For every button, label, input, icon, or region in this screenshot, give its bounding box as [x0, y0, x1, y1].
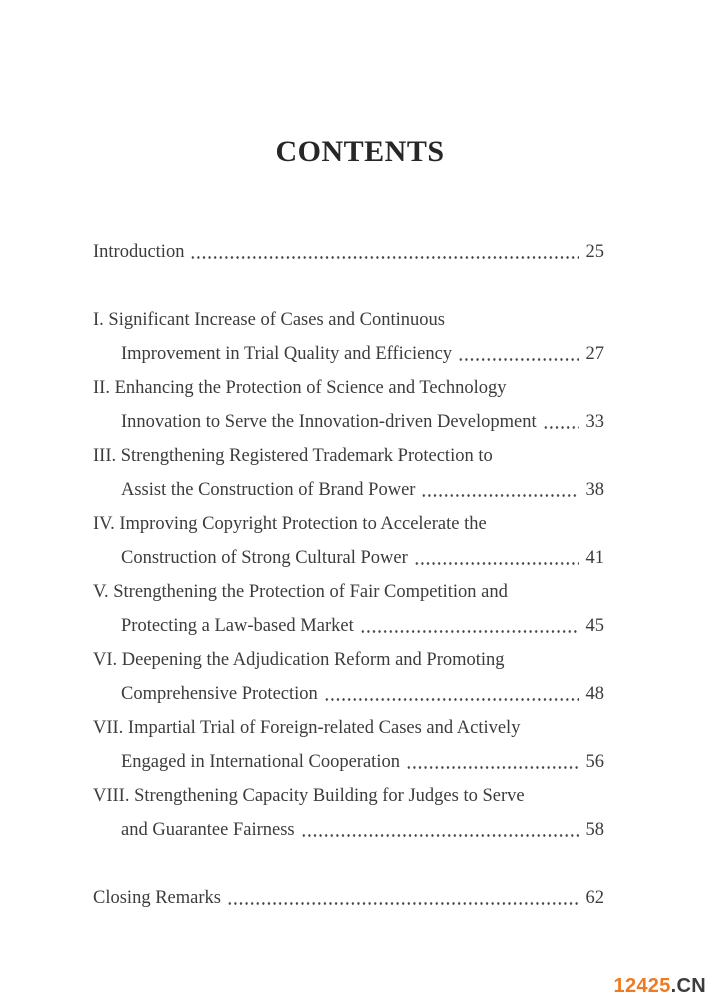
toc-entry-section-7 [93, 711, 604, 745]
toc-entry-text: III. Strengthening Registered Trademark Protection to [93, 446, 493, 466]
toc-page-number: 56 [585, 752, 604, 772]
page-title: CONTENTS [275, 135, 445, 168]
toc-entry-section-2 [93, 371, 604, 405]
toc-entry-section-5 [93, 575, 604, 609]
toc-entry-text: Closing Remarks [93, 888, 221, 908]
toc-page-number: 45 [585, 616, 604, 636]
toc-entry-section-5-continued [93, 609, 604, 643]
toc-entry-section-2-continued [93, 405, 604, 439]
dot-leader [227, 881, 579, 915]
toc-entry-text: VIII. Strengthening Capacity Building for Judges to Serve [93, 786, 525, 806]
dot-leader [360, 609, 579, 643]
toc-entry-introduction [93, 235, 604, 269]
toc-entry-text: Engaged in International Cooperation [121, 752, 400, 772]
toc-entry-text: Comprehensive Protection [121, 684, 318, 704]
toc-entry-text: V. Strengthening the Protection of Fair Competition and [93, 582, 508, 602]
dot-leader [190, 235, 578, 269]
toc-entry-text: Introduction [93, 242, 185, 262]
toc-entry-text: VII. Impartial Trial of Foreign-related Cases and Actively [93, 718, 521, 738]
toc-page-number: 41 [585, 548, 604, 568]
toc-entry-section-6 [93, 643, 604, 677]
toc-entry-section-1-continued [93, 337, 604, 371]
toc-entry-text: Innovation to Serve the Innovation-driven Development [121, 412, 537, 432]
toc-entry-text: II. Enhancing the Protection of Science and Technology [93, 378, 507, 398]
toc-entry-section-4 [93, 507, 604, 541]
dot-leader [421, 473, 578, 507]
dot-leader [406, 745, 579, 779]
toc-page-number: 62 [585, 888, 604, 908]
toc-entry-section-6-continued [93, 677, 604, 711]
site-watermark [614, 975, 706, 998]
toc-entry-text: VI. Deepening the Adjudication Reform and Promoting [93, 650, 505, 670]
watermark-highlight: 12425 [613, 975, 671, 997]
toc-entry-text: I. Significant Increase of Cases and Continuous [93, 310, 445, 330]
toc-entry-closing-remarks [93, 881, 604, 915]
toc-page-number: 33 [585, 412, 604, 432]
toc-entry-section-4-continued [93, 541, 604, 575]
toc-entry-text: IV. Improving Copyright Protection to Accelerate the [93, 514, 487, 534]
table-of-contents [93, 235, 604, 915]
toc-entry-section-8 [93, 779, 604, 813]
toc-entry-section-1 [93, 303, 604, 337]
toc-page-number: 48 [585, 684, 604, 704]
dot-leader [324, 677, 579, 711]
dot-leader [301, 813, 579, 847]
toc-page-number: 25 [585, 242, 604, 262]
toc-entry-text: Assist the Construction of Brand Power [121, 480, 416, 500]
toc-entry-section-3-continued [93, 473, 604, 507]
toc-entry-section-7-continued [93, 745, 604, 779]
toc-page-number: 38 [585, 480, 604, 500]
toc-entry-text: Protecting a Law-based Market [121, 616, 354, 636]
toc-page-number: 58 [585, 820, 604, 840]
toc-entry-section-8-continued [93, 813, 604, 847]
toc-entry-text: Improvement in Trial Quality and Efficiency [121, 344, 453, 364]
watermark-suffix: .CN [670, 975, 706, 997]
dot-leader [543, 405, 579, 439]
toc-page-number: 27 [585, 344, 604, 364]
dot-leader [414, 541, 579, 575]
toc-entry-text: and Guarantee Fairness [121, 820, 295, 840]
toc-entry-text: Construction of Strong Cultural Power [121, 548, 408, 568]
dot-leader [458, 337, 578, 371]
toc-entry-section-3 [93, 439, 604, 473]
